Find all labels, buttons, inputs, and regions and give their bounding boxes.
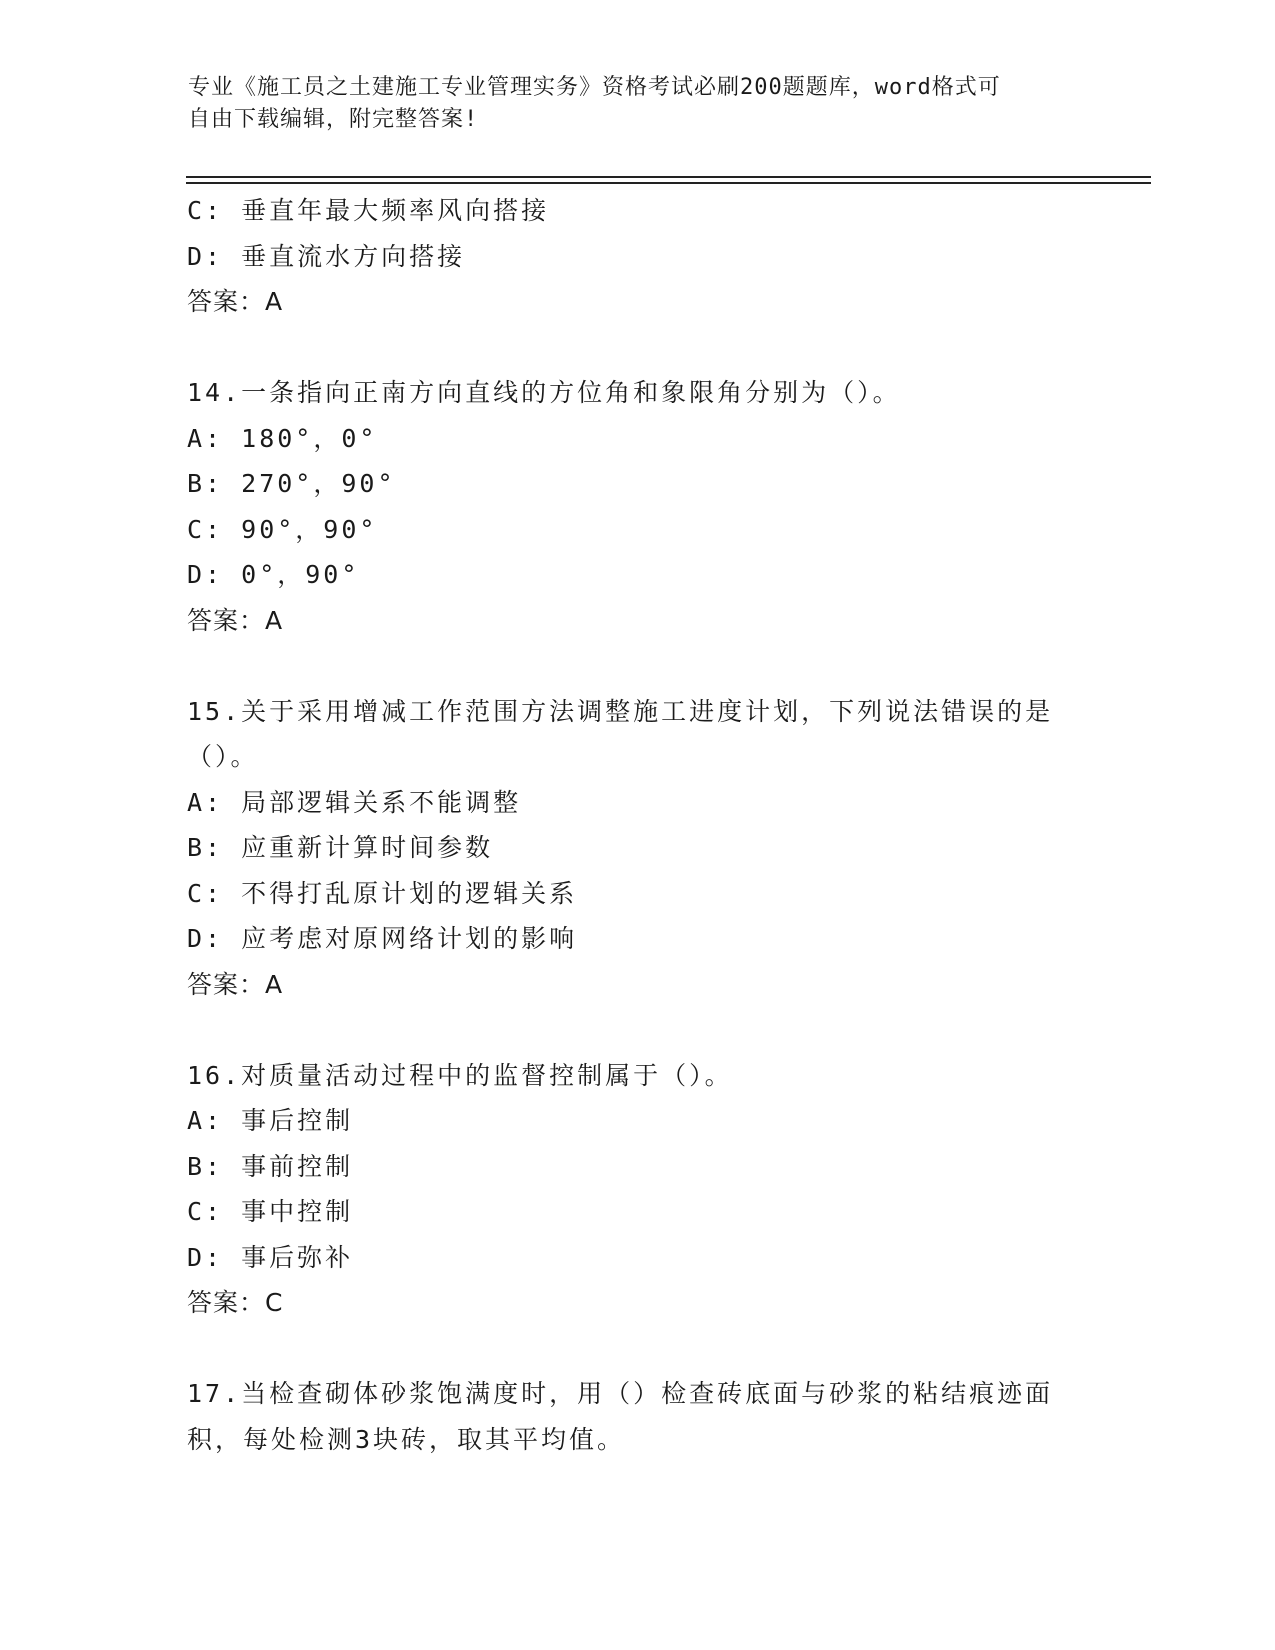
question-stem-line-2: （）。 xyxy=(187,742,259,771)
question-stem-line-1: 15.关于采用增减工作范围方法调整施工进度计划，下列说法错误的是 xyxy=(187,696,1054,726)
question-16 xyxy=(187,1053,1087,1326)
option-c: C: 不得打乱原计划的逻辑关系 xyxy=(187,878,578,908)
option-d: D: 垂直流水方向搭接 xyxy=(187,241,466,271)
question-14 xyxy=(187,370,1087,643)
option-a: A: 局部逻辑关系不能调整 xyxy=(187,787,522,817)
option-c: C: 90°，90° xyxy=(187,514,378,544)
option-d: D: 应考虑对原网络计划的影响 xyxy=(187,924,578,953)
spacer xyxy=(187,643,1087,689)
question-13-tail xyxy=(187,188,1087,325)
answer: 答案：A xyxy=(187,287,284,316)
header-title-line-1: 专业《施工员之土建施工专业管理实务》资格考试必刷200题题库，word格式可 xyxy=(188,75,1001,100)
question-stem: 14.一条指向正南方向直线的方位角和象限角分别为（）。 xyxy=(187,378,901,407)
option-d: D: 事后弥补 xyxy=(187,1242,354,1272)
spacer xyxy=(187,1326,1087,1372)
option-a: A: 180°，0° xyxy=(187,423,378,453)
option-b: B: 应重新计算时间参数 xyxy=(187,833,494,862)
option-b: B: 事前控制 xyxy=(187,1151,354,1181)
answer: 答案：A xyxy=(187,969,284,999)
option-c: C: 事中控制 xyxy=(187,1197,354,1226)
header-divider-bottom xyxy=(186,182,1151,184)
question-stem: 16.对质量活动过程中的监督控制属于（）。 xyxy=(187,1060,733,1090)
option-a: A: 事后控制 xyxy=(187,1106,354,1135)
spacer xyxy=(187,325,1087,371)
header-divider-top xyxy=(186,176,1151,178)
answer: 答案：A xyxy=(187,605,284,635)
question-stem-line-1: 17.当检查砌体砂浆饱满度时，用（）检查砖底面与砂浆的粘结痕迹面 xyxy=(187,1379,1054,1408)
question-15 xyxy=(187,689,1087,1008)
option-c: C: 垂直年最大频率风向搭接 xyxy=(187,196,550,225)
question-list xyxy=(187,188,1087,1462)
spacer xyxy=(187,1007,1087,1053)
answer: 答案：C xyxy=(187,1288,284,1317)
question-stem-line-2: 积，每处检测3块砖，取其平均值。 xyxy=(187,1424,626,1454)
option-b: B: 270°，90° xyxy=(187,469,396,498)
option-d: D: 0°，90° xyxy=(187,560,360,589)
document-header xyxy=(188,72,1068,136)
header-title-line-2: 自由下载编辑，附完整答案! xyxy=(188,107,479,132)
question-17 xyxy=(187,1371,1087,1462)
